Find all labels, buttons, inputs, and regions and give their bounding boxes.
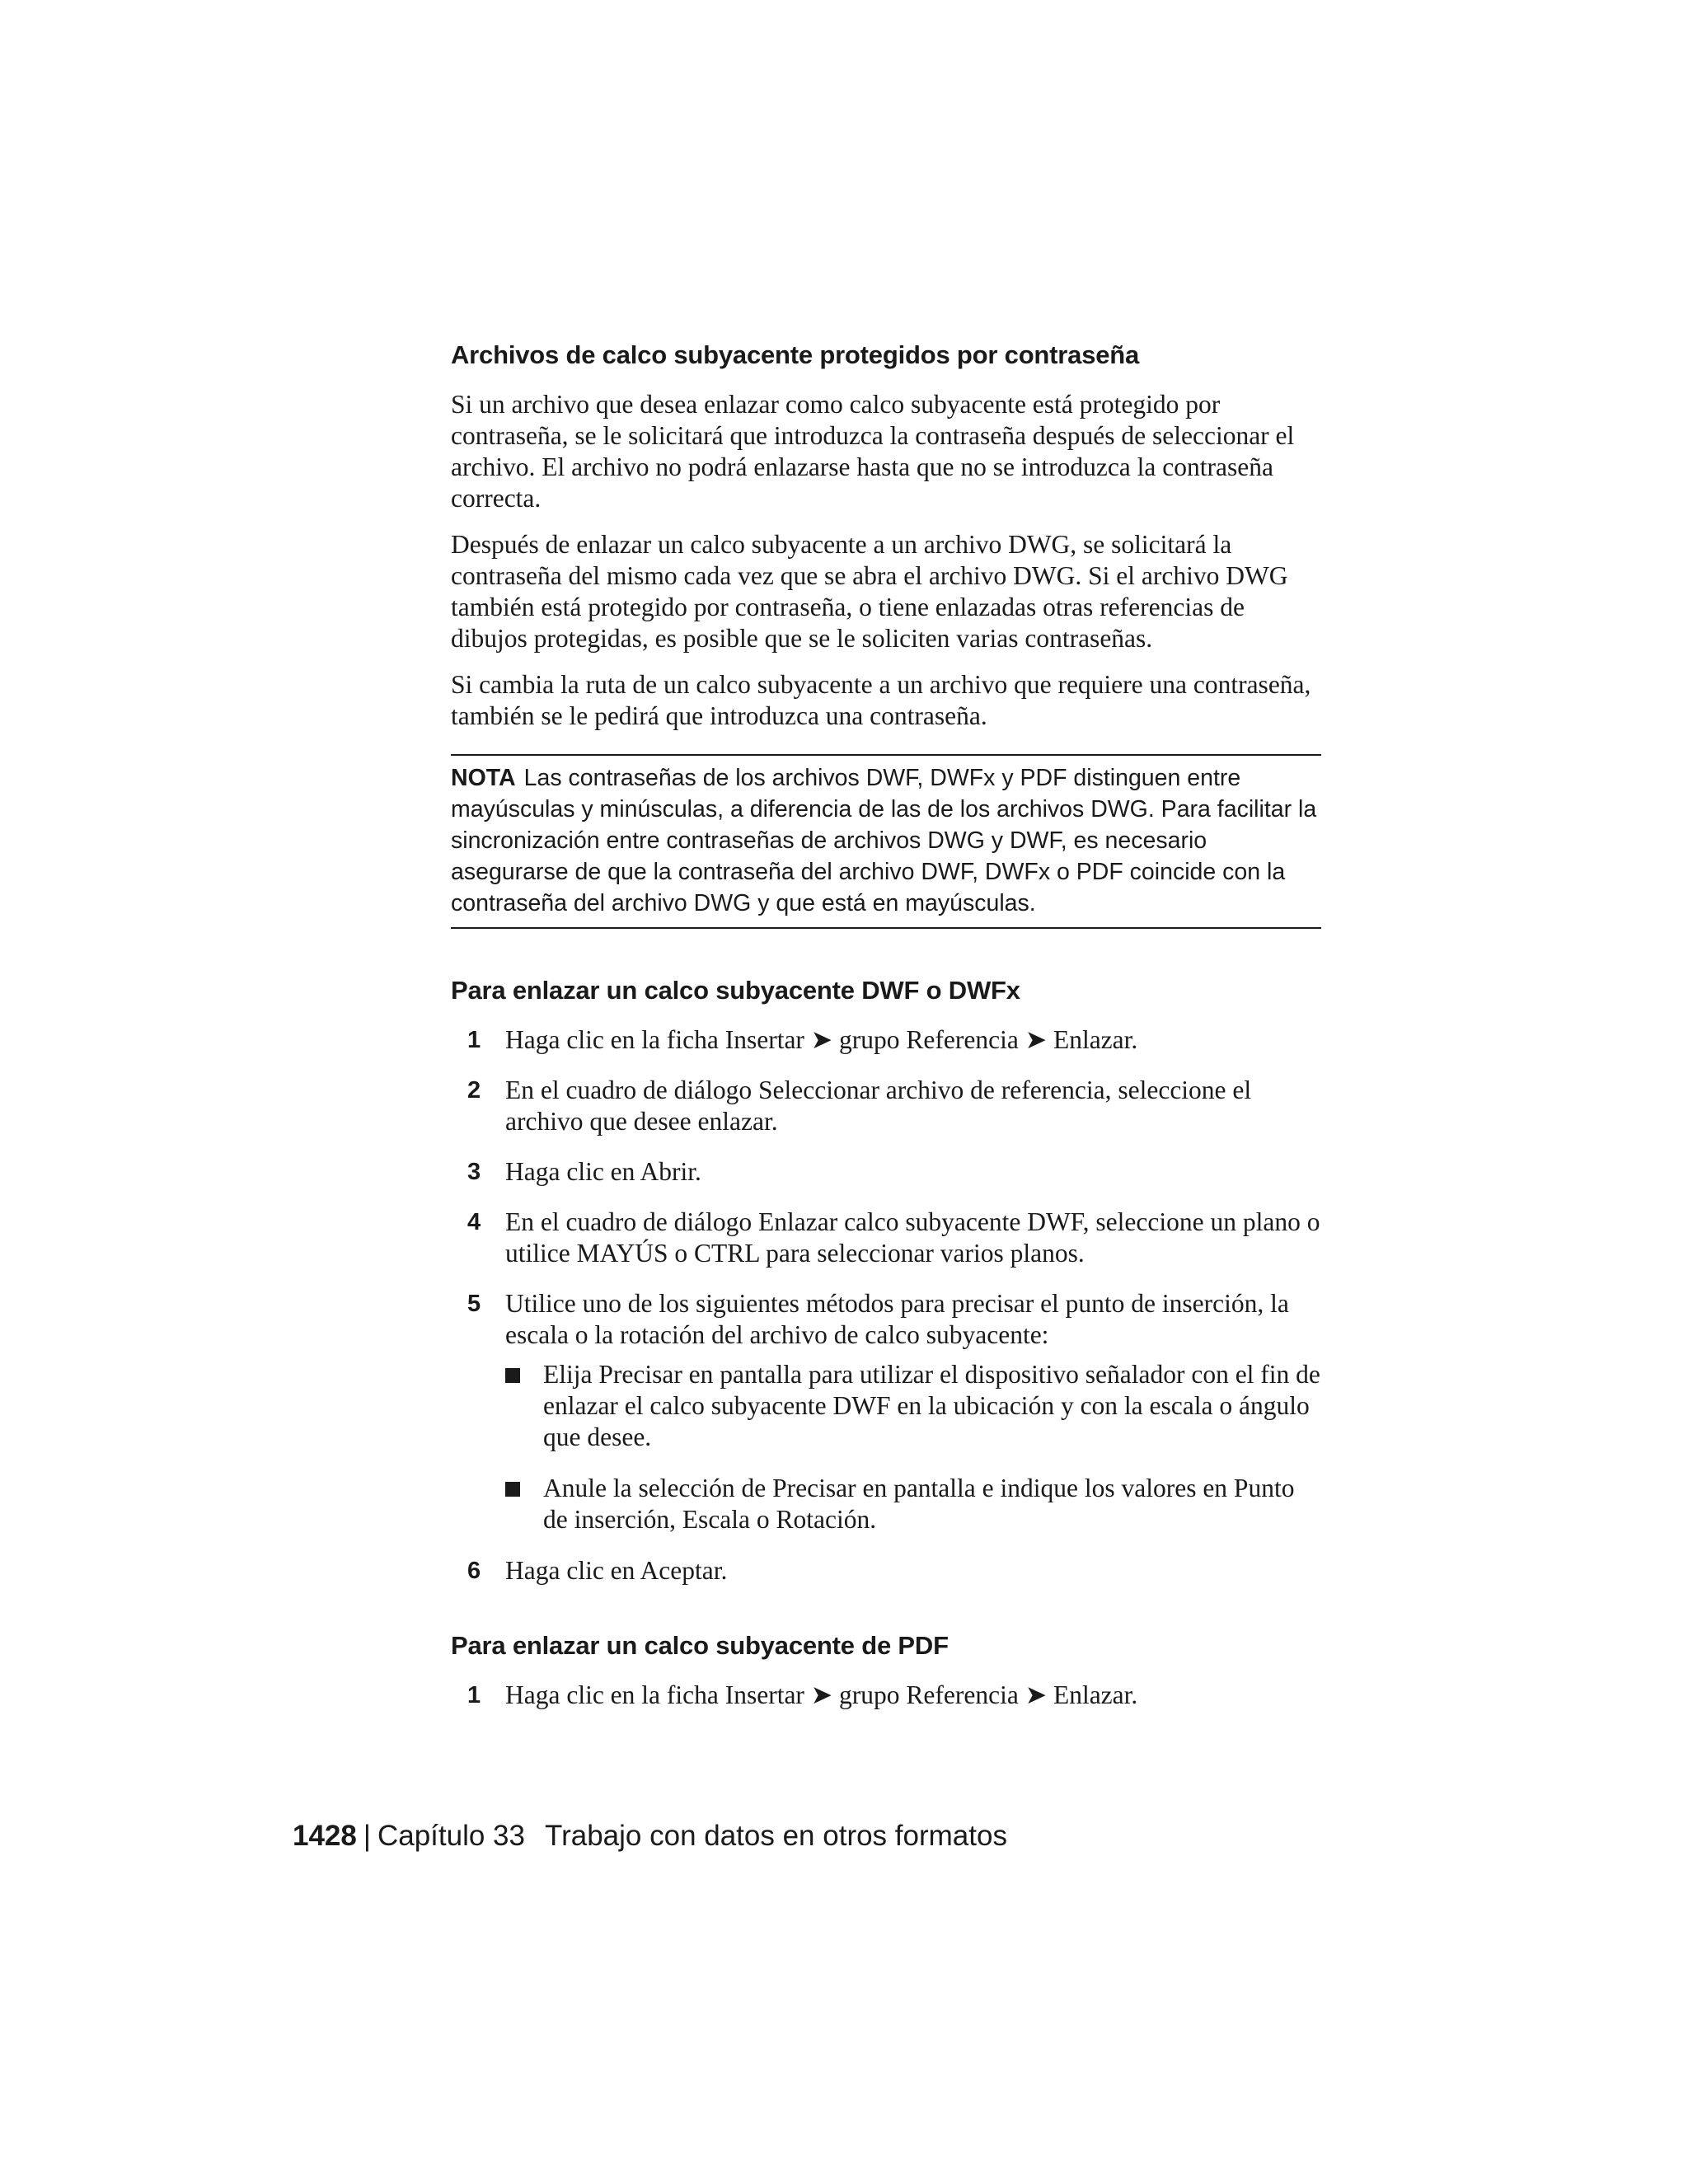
section-title-passwords: Archivos de calco subyacente protegidos por contraseña	[451, 340, 1140, 369]
bullet-text: Anule la selección de Precisar en pantalla e indique los valores en Punto de inserción, Escala o Rotación.	[543, 1474, 1295, 1534]
bullet-item	[505, 1473, 1321, 1535]
step-text: Utilice uno de los siguientes métodos para precisar el punto de inserción, la escala o la rotación del archivo de calco subyacente:	[505, 1289, 1289, 1349]
step-item	[451, 1075, 1321, 1137]
step-number: 1	[467, 1027, 481, 1053]
square-bullet-icon	[505, 1368, 520, 1383]
note-box	[451, 754, 1321, 929]
step-text: Haga clic en Abrir.	[505, 1157, 701, 1186]
note-text: Las contraseñas de los archivos DWF, DWFx y PDF distinguen entre mayúsculas y minúsculas, a diferencia de las de los archivos DWG. Para facilitar la sincronización entre contraseñas de archivos DWG y DWF, es necesario asegurarse de que la contraseña del archivo DWF, DWFx o PDF coincide con la contraseña del archivo DWG y que está en mayúsculas.	[451, 765, 1317, 916]
step-item	[451, 1024, 1321, 1056]
page-footer	[293, 1818, 1007, 1854]
chapter-title: Trabajo con datos en otros formatos	[545, 1820, 1007, 1852]
step-number: 1	[467, 1682, 481, 1708]
footer-separator: |	[363, 1820, 371, 1852]
paragraph-3: Si cambia la ruta de un calco subyacente a un archivo que requiere una contraseña, también se le pedirá que introduzca una contraseña.	[451, 670, 1311, 730]
step-item	[451, 1288, 1321, 1535]
bullet-list	[505, 1359, 1321, 1535]
step-item	[451, 1207, 1321, 1269]
step-item	[451, 1555, 1321, 1586]
step-number: 4	[467, 1209, 481, 1235]
step-item	[451, 1156, 1321, 1188]
step-number: 5	[467, 1291, 481, 1317]
step-text: Haga clic en Aceptar.	[505, 1556, 728, 1585]
section-title-pdf: Para enlazar un calco subyacente de PDF	[451, 1631, 949, 1660]
section-spacer	[451, 1605, 1321, 1630]
step-text: En el cuadro de diálogo Seleccionar archivo de referencia, seleccione el archivo que desee enlazar.	[505, 1076, 1252, 1136]
step-text: Haga clic en la ficha Insertar ➤ grupo Referencia ➤ Enlazar.	[505, 1680, 1138, 1709]
step-number: 6	[467, 1558, 481, 1584]
page-number: 1428	[293, 1820, 357, 1852]
note-label: NOTA	[451, 765, 516, 791]
page-content	[451, 340, 1321, 1730]
step-text: Haga clic en la ficha Insertar ➤ grupo Referencia ➤ Enlazar.	[505, 1025, 1138, 1054]
bullet-item	[505, 1359, 1321, 1453]
chapter-label: Capítulo 33	[377, 1820, 525, 1852]
step-number: 2	[467, 1077, 481, 1104]
section-title-dwf: Para enlazar un calco subyacente DWF o DWFx	[451, 976, 1020, 1005]
paragraph-1: Si un archivo que desea enlazar como calco subyacente está protegido por contraseña, se le solicitará que introduzca la contraseña después de seleccionar el archivo. El archivo no podrá enlazarse hasta que no se introduzca la contraseña correcta.	[451, 390, 1295, 513]
square-bullet-icon	[505, 1482, 520, 1497]
paragraph-2: Después de enlazar un calco subyacente a un archivo DWG, se solicitará la contraseña del mismo cada vez que se abra el archivo DWG. Si el archivo DWG también está protegido por contraseña, o tiene enlazadas otras referencias de dibujos protegidas, es posible que se le soliciten varias contraseñas.	[451, 530, 1288, 653]
step-item	[451, 1680, 1321, 1711]
steps-list-dwf	[451, 1024, 1321, 1586]
step-number: 3	[467, 1159, 481, 1185]
bullet-text: Elija Precisar en pantalla para utilizar el dispositivo señalador con el fin de enlazar el calco subyacente DWF en la ubicación y con la escala o ángulo que desee.	[543, 1360, 1320, 1451]
steps-list-pdf	[451, 1680, 1321, 1711]
step-text: En el cuadro de diálogo Enlazar calco subyacente DWF, seleccione un plano o utilice MAYÚS o CTRL para seleccionar varios planos.	[505, 1207, 1320, 1268]
